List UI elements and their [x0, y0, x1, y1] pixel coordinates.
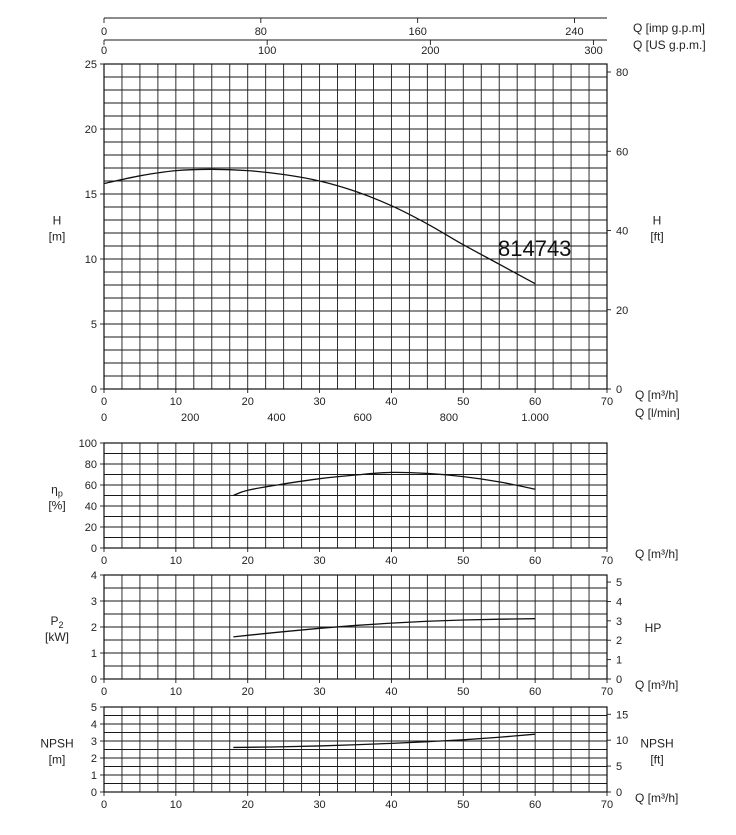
x-tick-label: 10	[169, 799, 182, 811]
x-tick-label: 70	[600, 396, 614, 408]
x-secondary-tick-label: 800	[439, 412, 459, 424]
y-tick-label: 3	[90, 736, 97, 748]
y-tick-label: 15	[84, 189, 97, 201]
x-tick-label: 0	[100, 555, 108, 567]
y-axis-label: $P_2$	[50, 614, 64, 630]
y-tick-label: 20	[84, 124, 97, 136]
y2-axis-label: H	[652, 213, 662, 228]
y-tick-label: 2	[90, 753, 97, 765]
x-tick-label: 60	[529, 686, 542, 698]
curve-efficiency	[233, 472, 535, 495]
y-axis-label: H	[52, 213, 62, 228]
x-tick-label: 70	[600, 799, 614, 811]
x-tick-label: 50	[457, 396, 470, 408]
x-tick-label: 30	[313, 396, 326, 408]
x-tick-label: 40	[385, 396, 398, 408]
y2-tick-label: 10	[616, 735, 629, 748]
x-axis-label: Q [m³/h]	[635, 547, 679, 561]
top-axis-imp-tick-label: 240	[565, 26, 584, 38]
y2-tick-label: 20	[616, 304, 629, 317]
y-tick-label: 0	[90, 674, 97, 686]
y2-axis-label: HP	[644, 621, 662, 635]
x-tick-label: 60	[529, 555, 542, 567]
x-tick-label: 70	[600, 555, 614, 567]
x-tick-label: 10	[169, 555, 182, 567]
y2-tick-label: 5	[616, 761, 623, 774]
x-tick-label: 60	[529, 396, 542, 408]
y2-tick-label: 80	[616, 67, 629, 80]
y-tick-label: 0	[90, 787, 97, 799]
top-axis-us-tick-label: 100	[258, 45, 277, 57]
y-tick-label: 5	[90, 702, 97, 714]
model-number-label: 814743	[498, 236, 572, 261]
y2-axis-label: NPSH	[640, 736, 674, 751]
x-tick-label: 50	[457, 686, 470, 698]
x-tick-label: 40	[385, 799, 398, 811]
y-tick-label: 1	[90, 648, 97, 660]
y-axis-unit-label: [m]	[48, 229, 66, 244]
y2-axis-unit-label: [ft]	[650, 229, 664, 244]
x-secondary-tick-label: 0	[100, 412, 108, 424]
y-tick-label: 1	[90, 770, 97, 782]
y2-axis-unit-label: [ft]	[650, 752, 664, 767]
y-axis-unit-label: [kW]	[45, 630, 69, 644]
y2-tick-label: 5	[616, 577, 623, 590]
x-tick-label: 20	[241, 396, 254, 408]
x-tick-label: 60	[529, 799, 542, 811]
x-secondary-tick-label: 600	[353, 412, 372, 424]
x-tick-label: 20	[241, 555, 254, 567]
y-tick-label: 20	[84, 522, 97, 534]
x-axis-label: Q [m³/h]	[635, 678, 679, 692]
x-tick-label: 40	[385, 686, 398, 698]
y-tick-label: 100	[78, 438, 97, 450]
top-axis-imp-label: Q [imp g.p.m]	[633, 21, 706, 35]
top-axis-us-tick-label: 300	[584, 45, 603, 57]
y-tick-label: 2	[90, 622, 97, 634]
top-axis-us-tick-label: 200	[421, 45, 440, 57]
x-tick-label: 10	[169, 396, 182, 408]
top-axis-imp-tick-label: 160	[408, 26, 427, 38]
y-axis-unit-label: [%]	[48, 498, 66, 513]
y2-tick-label: 40	[616, 225, 629, 238]
y-tick-label: 80	[84, 459, 97, 471]
y2-tick-label: 0	[616, 384, 623, 396]
y-tick-label: 40	[84, 501, 97, 513]
x-tick-label: 0	[100, 799, 108, 811]
x-tick-label: 30	[313, 686, 326, 698]
x-tick-label: 30	[313, 555, 326, 567]
y2-tick-label: 0	[616, 787, 623, 799]
y2-tick-label: 0	[616, 674, 623, 686]
y-axis-label: $\eta_p$	[51, 482, 63, 499]
x-tick-label: 70	[600, 686, 614, 698]
y-tick-label: 5	[90, 319, 97, 331]
top-axis-imp-tick-label: 0	[100, 26, 108, 38]
y2-tick-label: 4	[616, 596, 623, 609]
x-tick-label: 50	[457, 555, 470, 567]
y2-tick-label: 60	[616, 146, 629, 159]
x-secondary-tick-label: 200	[181, 412, 200, 424]
y-tick-label: 0	[90, 543, 97, 555]
x-tick-label: 30	[313, 799, 326, 811]
y-tick-label: 0	[90, 384, 97, 396]
y-tick-label: 4	[90, 719, 97, 731]
x-tick-label: 40	[385, 555, 398, 567]
top-axis-us-tick-label: 0	[100, 45, 108, 57]
x-tick-label: 50	[457, 799, 470, 811]
x-tick-label: 0	[100, 396, 108, 408]
x-tick-label: 20	[241, 686, 254, 698]
x-axis-label: Q [m³/h]	[635, 791, 679, 805]
y-tick-label: 25	[84, 59, 97, 71]
y2-tick-label: 2	[616, 635, 623, 648]
x-tick-label: 0	[100, 686, 108, 698]
x-secondary-tick-label: 400	[267, 412, 286, 424]
curve-power	[233, 619, 535, 637]
top-axis-us-label: Q [US g.p.m.]	[633, 38, 706, 52]
y2-tick-label: 15	[616, 709, 629, 722]
y-axis-unit-label: [m]	[48, 752, 66, 767]
top-axis-imp-tick-label: 80	[254, 26, 267, 38]
y-tick-label: 4	[90, 570, 97, 582]
y-tick-label: 3	[90, 596, 97, 608]
x-tick-label: 20	[241, 799, 254, 811]
x-tick-label: 10	[169, 686, 182, 698]
x-secondary-tick-label: 1.000	[521, 412, 549, 424]
y2-tick-label: 3	[616, 615, 623, 628]
y-axis-label: NPSH	[40, 736, 74, 751]
y-tick-label: 10	[84, 254, 97, 266]
y2-tick-label: 1	[616, 654, 623, 667]
x-axis-label: Q [m³/h]	[635, 388, 679, 402]
x-axis-label-secondary: Q [l/min]	[635, 406, 680, 420]
y-tick-label: 60	[84, 480, 97, 492]
